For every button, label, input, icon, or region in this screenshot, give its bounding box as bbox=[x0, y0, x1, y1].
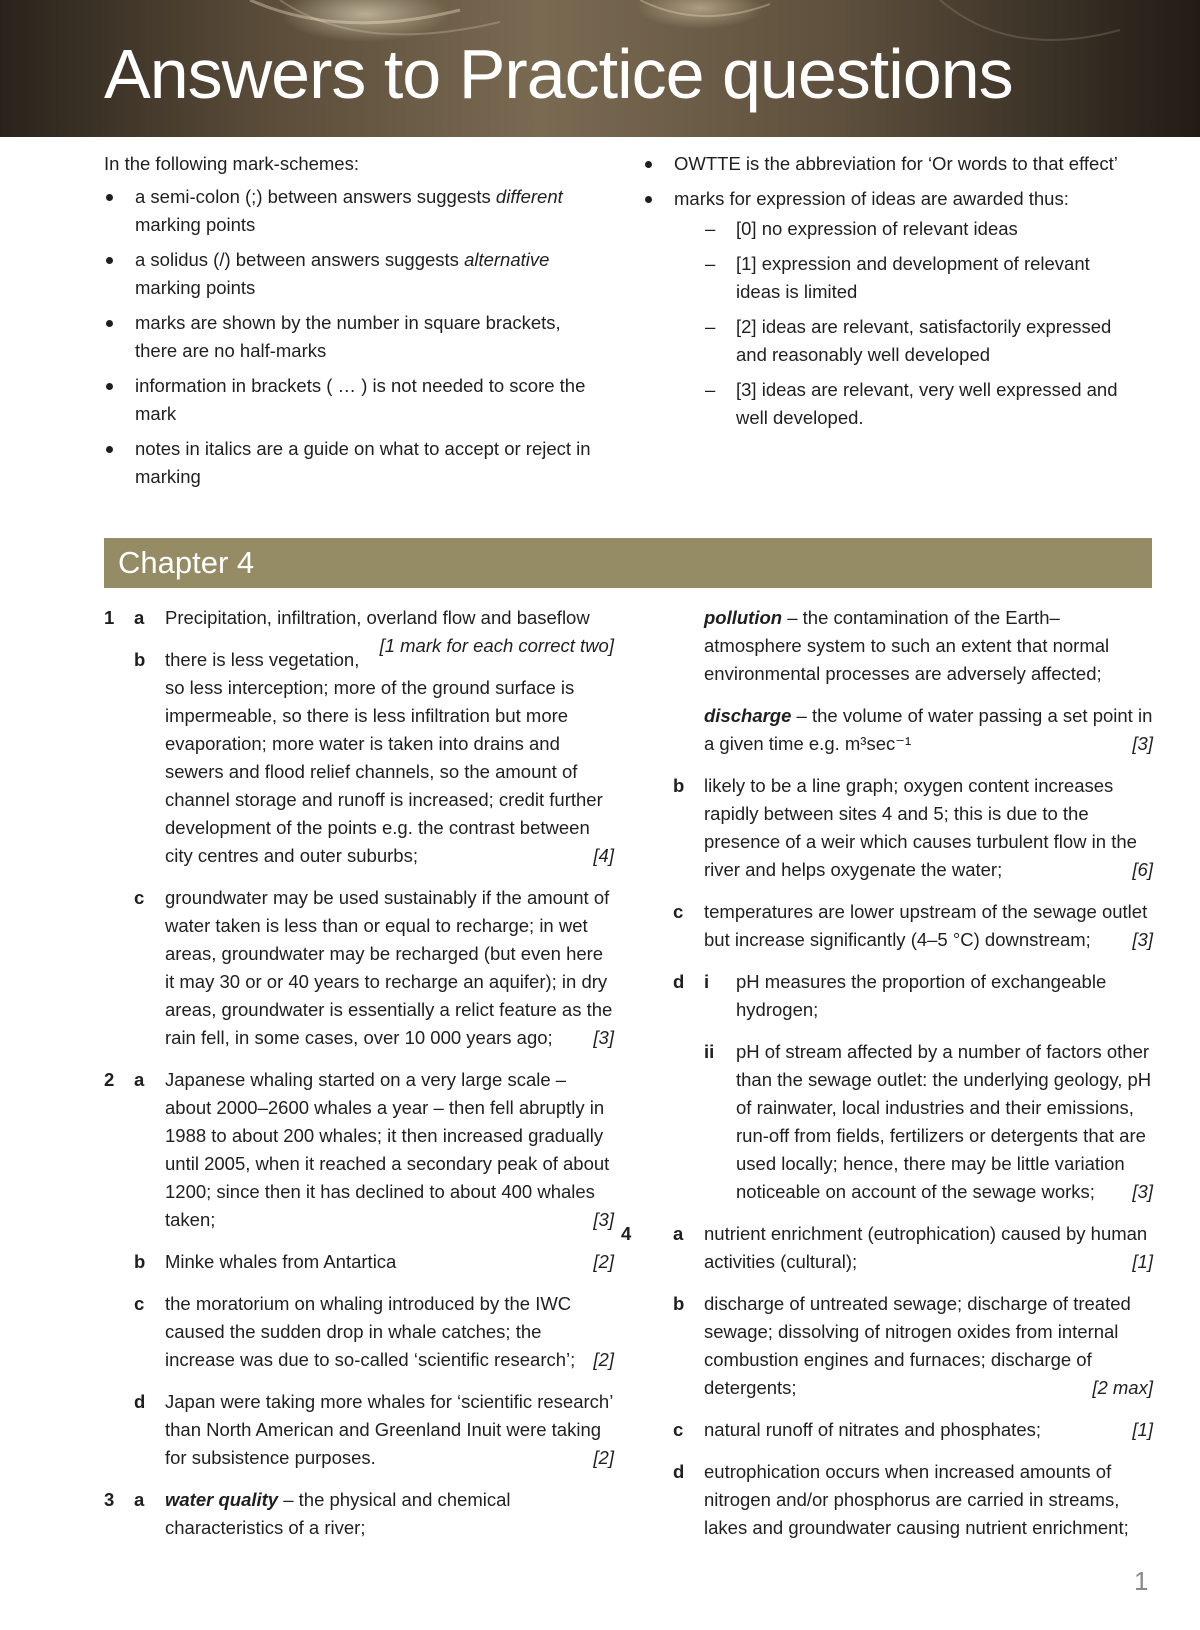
answer-4a: 4 a nutrient enrichment (eutrophication) caused by human activities (cultural); [1] bbox=[643, 1220, 1153, 1276]
part-label: a bbox=[134, 1489, 145, 1510]
dash-icon: – bbox=[705, 253, 716, 274]
mark-allocation: [1 mark for each correct two] bbox=[379, 635, 614, 656]
mark-allocation: [3] bbox=[593, 1209, 614, 1230]
subpart-label: ii bbox=[704, 1041, 715, 1062]
bullet-icon bbox=[106, 320, 113, 327]
list-item: notes in italics are a guide on what to accept or reject in marking bbox=[104, 435, 604, 491]
term-discharge: discharge bbox=[704, 705, 792, 726]
term-water-quality: water quality bbox=[165, 1489, 279, 1510]
answer-3d-i: d i pH measures the proportion of exchangeable hydrogen; bbox=[643, 968, 1153, 1024]
bullet-icon bbox=[645, 161, 652, 168]
list-item: a solidus (/) between answers suggests alternative marking points bbox=[104, 246, 604, 302]
part-label: d bbox=[673, 971, 685, 992]
bullet-icon bbox=[645, 196, 652, 203]
part-label: c bbox=[673, 1419, 684, 1440]
part-label: a bbox=[673, 1223, 684, 1244]
list-item: – [2] ideas are relevant, satisfactorily expressed and reasonably well developed bbox=[705, 313, 1123, 369]
mark-allocation: [4] bbox=[593, 845, 614, 866]
chapter-heading-bar bbox=[104, 538, 1152, 588]
list-item: – [3] ideas are relevant, very well expressed and well developed. bbox=[705, 376, 1123, 432]
part-label: b bbox=[673, 775, 685, 796]
part-label: c bbox=[134, 887, 145, 908]
list-item: – [0] no expression of relevant ideas bbox=[705, 215, 1123, 243]
answer-2b: b Minke whales from Antartica [2] bbox=[104, 1248, 614, 1276]
mark-allocation: [1] bbox=[1132, 1419, 1153, 1440]
answer-4c: c natural runoff of nitrates and phosphates; [1] bbox=[643, 1416, 1153, 1444]
bullet-icon bbox=[106, 383, 113, 390]
part-label: c bbox=[673, 901, 684, 922]
dash-icon: – bbox=[705, 316, 716, 337]
dash-icon: – bbox=[705, 379, 716, 400]
list-item: information in brackets ( … ) is not needed to score the mark bbox=[104, 372, 604, 428]
intro-right-list bbox=[643, 150, 1123, 432]
term-pollution: pollution bbox=[704, 607, 783, 628]
answer-1c: c groundwater may be used sustainably if the amount of water taken is less than or equal to recharge; in wet areas, groundwater may be recharged (but even here it may 30 or or 40 years to recharge an aquifer); in dry areas, groundwater is essentially a relict feature as the rain fell, in some cases, over 10 000 years ago; [3] bbox=[104, 884, 614, 1052]
bullet-icon bbox=[106, 194, 113, 201]
part-label: d bbox=[673, 1461, 685, 1482]
part-label: b bbox=[134, 649, 146, 670]
mark-allocation: [2] bbox=[593, 1251, 614, 1272]
mark-allocation: [6] bbox=[1132, 859, 1153, 880]
part-label: c bbox=[134, 1293, 145, 1314]
mark-allocation: [2] bbox=[593, 1349, 614, 1370]
page-title: Answers to Practice questions bbox=[104, 35, 1013, 113]
mark-allocation: [1] bbox=[1132, 1251, 1153, 1272]
page-number: 1 bbox=[1134, 1566, 1149, 1596]
answer-3a-discharge: discharge – the volume of water passing a set point in a given time e.g. m³sec⁻¹ [3] bbox=[643, 702, 1153, 758]
answer-3b: b likely to be a line graph; oxygen content increases rapidly between sites 4 and 5; this is due to the presence of a weir which causes turbulent flow in the river and helps oxygenate the water; [6] bbox=[643, 772, 1153, 884]
intro-right-column bbox=[643, 150, 1123, 439]
answers-right-column bbox=[621, 604, 1153, 1556]
answer-4b: b discharge of untreated sewage; discharge of treated sewage; dissolving of nitrogen oxides from internal combustion engines and furnaces; discharge of detergents; [2 max] bbox=[643, 1290, 1153, 1402]
intro-left-list bbox=[104, 183, 604, 491]
mark-allocation: [3] bbox=[1132, 733, 1153, 754]
answer-1b: b there is less vegetation, so less interception; more of the ground surface is impermeable, so there is less infiltration but more evaporation; more water is taken into drains and sewers and flood relief channels, so the amount of channel storage and runoff is increased; credit further development of the points e.g. the contrast between city centres and outer suburbs; [4] bbox=[104, 646, 614, 870]
mark-allocation: [2] bbox=[593, 1447, 614, 1468]
part-label: a bbox=[134, 607, 145, 628]
answer-1a: 1 a Precipitation, infiltration, overland flow and baseflow [1 mark for each correct two] bbox=[104, 604, 614, 632]
part-label: b bbox=[134, 1251, 146, 1272]
intro-lead: In the following mark-schemes: bbox=[104, 153, 359, 174]
answer-3a-start: 3 a water quality – the physical and chemical characteristics of a river; bbox=[104, 1486, 614, 1542]
part-label: d bbox=[134, 1391, 146, 1412]
dash-icon: – bbox=[705, 218, 716, 239]
answer-2c: c the moratorium on whaling introduced by the IWC caused the sudden drop in whale catches; the increase was due to so-called ‘scientific research’; [2] bbox=[104, 1290, 614, 1374]
answer-4d: d eutrophication occurs when increased amounts of nitrogen and/or phosphorus are carried in streams, lakes and groundwater causing nutrient enrichment; bbox=[643, 1458, 1153, 1542]
list-item: a semi-colon (;) between answers suggests different marking points bbox=[104, 183, 604, 239]
bullet-icon bbox=[106, 257, 113, 264]
part-label: a bbox=[134, 1069, 145, 1090]
mark-allocation: [3] bbox=[593, 1027, 614, 1048]
list-item: marks are shown by the number in square brackets, there are no half-marks bbox=[104, 309, 604, 365]
answer-2d: d Japan were taking more whales for ‘scientific research’ than North American and Greenland Inuit were taking for subsistence purposes. [2] bbox=[104, 1388, 614, 1472]
header-banner bbox=[0, 0, 1200, 137]
question-number: 3 bbox=[104, 1489, 115, 1510]
question-number: 1 bbox=[104, 607, 115, 628]
chapter-title: Chapter 4 bbox=[118, 545, 255, 580]
list-item: – [1] expression and development of relevant ideas is limited bbox=[705, 250, 1123, 306]
answer-3d-ii: ii pH of stream affected by a number of factors other than the sewage outlet: the underlying geology, pH of rainwater, local industries and their emissions, run-off from fields, fertilizers or detergents that are used locally; hence, there may be little variation noticeable on account of the sewage works; [3] bbox=[643, 1038, 1153, 1206]
mark-allocation: [3] bbox=[1132, 929, 1153, 950]
intro-left-column bbox=[104, 150, 604, 498]
list-item: marks for expression of ideas are awarded thus: – [0] no expression of relevant ideas – [1] expression and development of relevant ideas is limited – [2] ideas are relevant, satisfactorily expressed and reasonably well developed – [3] ideas are relevant, very well expressed and well developed. bbox=[643, 185, 1123, 432]
part-label: b bbox=[673, 1293, 685, 1314]
bullet-icon bbox=[106, 446, 113, 453]
subpart-label: i bbox=[704, 971, 710, 992]
answer-2a: 2 a Japanese whaling started on a very large scale – about 2000–2600 whales a year – then fell abruptly in 1988 to about 200 whales; it then increased gradually until 2005, when it reached a secondary peak of about 1200; since then it has declined to about 400 whales taken; [3] bbox=[104, 1066, 614, 1234]
expression-marks-list bbox=[705, 215, 1123, 432]
answers-left-column bbox=[104, 604, 614, 1556]
answer-3a-pollution: pollution – the contamination of the Earth–atmosphere system to such an extent that normal environmental processes are adversely affected; bbox=[704, 607, 1110, 684]
answer-3c: c temperatures are lower upstream of the sewage outlet but increase significantly (4–5 °C) downstream; [3] bbox=[643, 898, 1153, 954]
question-number: 2 bbox=[104, 1069, 115, 1090]
mark-allocation: [3] bbox=[1132, 1181, 1153, 1202]
list-item: OWTTE is the abbreviation for ‘Or words to that effect’ bbox=[643, 150, 1123, 178]
mark-allocation: [2 max] bbox=[1092, 1377, 1153, 1398]
question-number: 4 bbox=[621, 1223, 632, 1244]
